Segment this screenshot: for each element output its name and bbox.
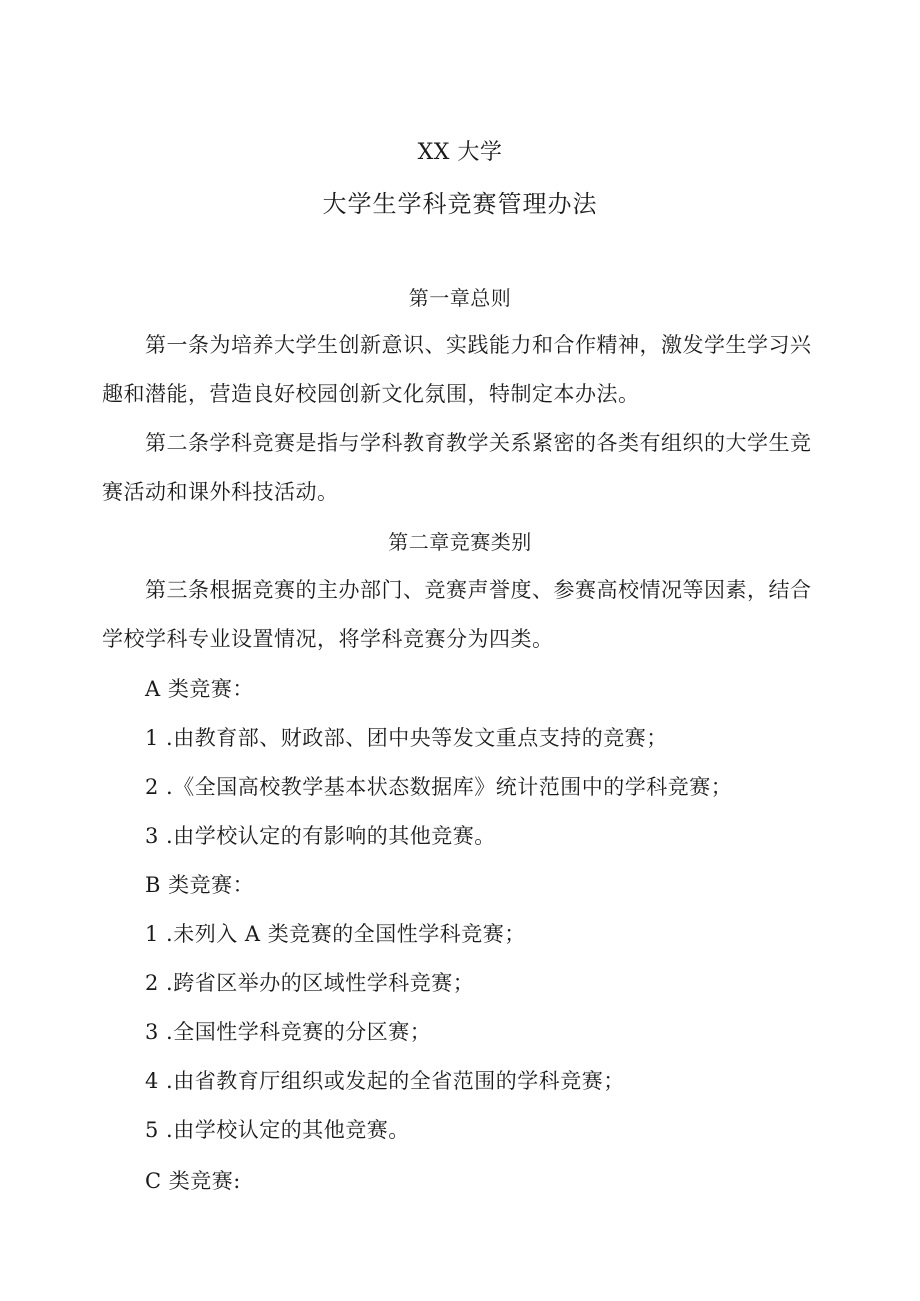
class-b-item: 1 .未列入 A 类竞赛的全国性学科竞赛； bbox=[145, 922, 526, 946]
class-b-item: 5 .由学校认定的其他竞赛。 bbox=[145, 1118, 410, 1142]
article-3-line-2: 学校学科专业设置情况，将学科竞赛分为四类。 bbox=[102, 627, 554, 651]
article-3-line-1: 第三条根据竞赛的主办部门、竞赛声誉度、参赛高校情况等因素，结合 bbox=[145, 578, 812, 602]
class-b-item: 2 .跨省区举办的区域性学科竞赛； bbox=[145, 971, 475, 995]
chapter-1-heading: 第一章总则 bbox=[408, 286, 512, 310]
class-a-item: 3 .由学校认定的有影响的其他竞赛。 bbox=[145, 824, 496, 848]
article-2-line-2: 赛活动和课外科技活动。 bbox=[102, 480, 339, 504]
article-1-line-2: 趣和潜能，营造良好校园创新文化氛围，特制定本办法。 bbox=[102, 382, 640, 406]
class-a-item: 1 .由教育部、财政部、团中央等发文重点支持的竞赛； bbox=[145, 726, 668, 750]
class-b-label: B 类竞赛： bbox=[145, 873, 255, 897]
class-b-item: 4 .由省教育厅组织或发起的全省范围的学科竞赛； bbox=[145, 1069, 625, 1093]
document-title: 大学生学科竞赛管理办法 bbox=[322, 190, 598, 218]
university-name: XX 大学 bbox=[417, 140, 503, 165]
chapter-2-heading: 第二章竞赛类别 bbox=[388, 530, 532, 554]
class-c-label: C 类竞赛: bbox=[145, 1169, 241, 1193]
class-b-item: 3 .全国性学科竞赛的分区赛； bbox=[145, 1020, 432, 1044]
article-2-line-1: 第二条学科竞赛是指与学科教育教学关系紧密的各类有组织的大学生竞 bbox=[145, 431, 812, 455]
class-a-item: 2 .《全国高校教学基本状态数据库》统计范围中的学科竞赛； bbox=[145, 775, 733, 799]
article-1-line-1: 第一条为培养大学生创新意识、实践能力和合作精神，激发学生学习兴 bbox=[145, 333, 812, 357]
class-a-label: A 类竞赛： bbox=[145, 677, 254, 701]
